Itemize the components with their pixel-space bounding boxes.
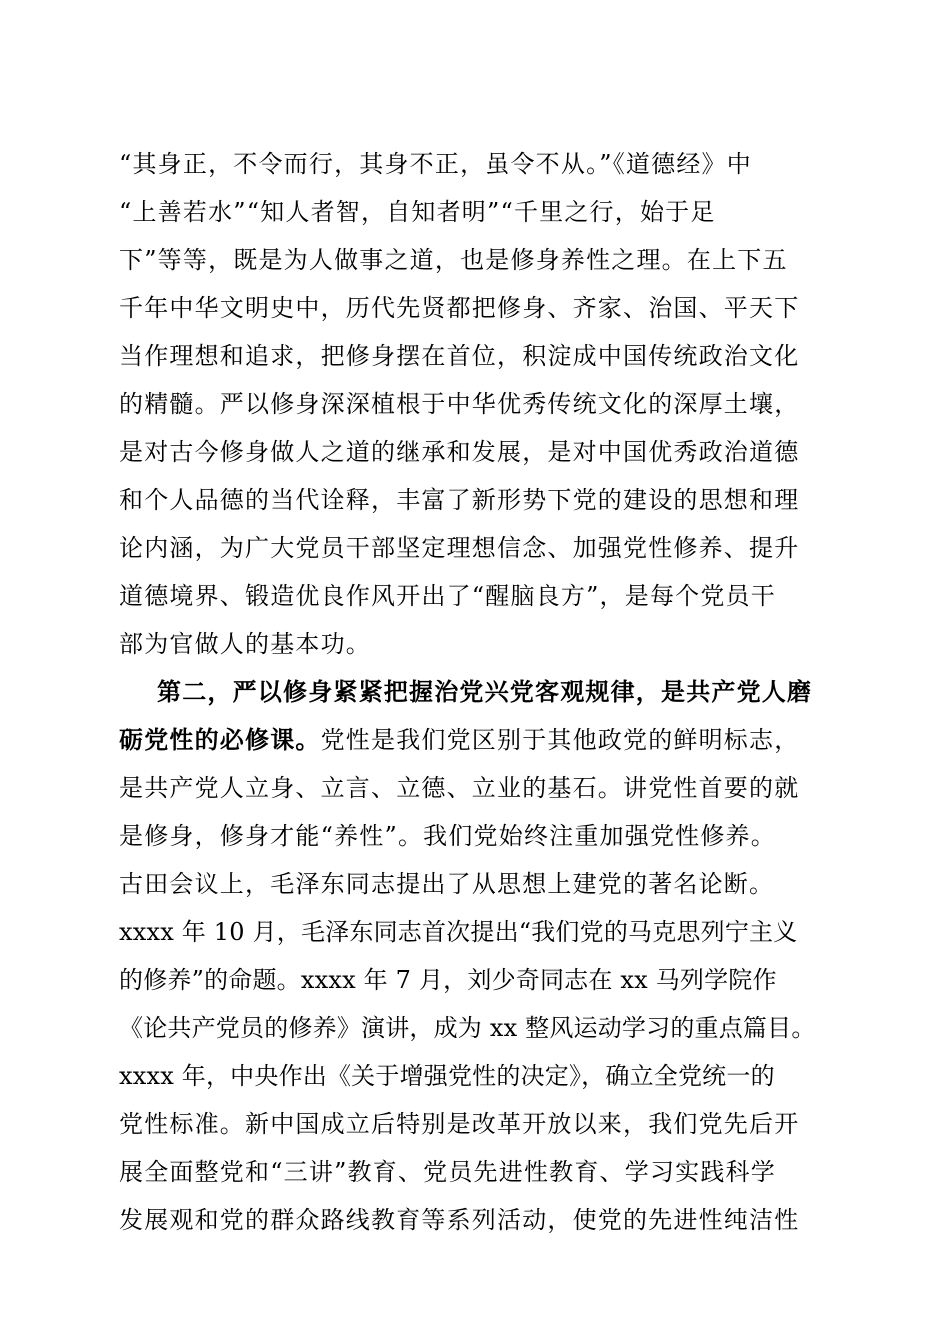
paragraph-line: xxxx 年，中央作出《关于增强党性的决定》，确立全党统一的 — [119, 1062, 775, 1090]
section-heading: 第二，严以修身紧紧把握治党兴党客观规律，是共产党人磨 — [157, 677, 813, 706]
paragraph-line: “上善若水”“知人者智，自知者明”“千里之行，始于足 — [119, 198, 716, 226]
paragraph-line — [119, 716, 829, 764]
paragraph-line: 下”等等，既是为人做事之道，也是修身养性之理。在上下五 — [119, 246, 788, 274]
paragraph-line: 当作理想和追求，把修身摆在首位，积淀成中国传统政治文化 — [119, 342, 800, 370]
paragraph-line: 党性标准。新中国成立后特别是改革开放以来，我们党先后开 — [119, 1110, 800, 1138]
paragraph-line: 发展观和党的群众路线教育等系列活动，使党的先进性纯洁性 — [119, 1206, 800, 1234]
paragraph-line-rest: 党性是我们党区别于其他政党的鲜明标志， — [320, 726, 800, 754]
paragraph-line: 是修身，修身才能“养性”。我们党始终注重加强党性修养。 — [119, 822, 776, 850]
paragraph-line: 部为官做人的基本功。 — [119, 630, 371, 658]
paragraph-line: 论内涵，为广大党员干部坚定理想信念、加强党性修养、提升 — [119, 534, 800, 562]
paragraph-line: 的修养”的命题。xxxx 年 7 月，刘少奇同志在 xx 马列学院作 — [119, 966, 777, 994]
paragraph-line: “其身正，不令而行，其身不正，虽令不从。”《道德经》中 — [119, 150, 752, 178]
paragraph-line: 是对古今修身做人之道的继承和发展，是对中国优秀政治道德 — [119, 438, 800, 466]
paragraph-line: 和个人品德的当代诠释，丰富了新形势下党的建设的思想和理 — [119, 486, 800, 514]
paragraph-line: 的精髓。严以修身深深植根于中华优秀传统文化的深厚土壤， — [119, 390, 800, 418]
paragraph-line: 古田会议上，毛泽东同志提出了从思想上建党的著名论断。 — [119, 870, 775, 898]
section-heading-continued: 砺党性的必修课。 — [119, 725, 321, 754]
paragraph-line: 千年中华文明史中，历代先贤都把修身、齐家、治国、平天下 — [119, 294, 800, 322]
paragraph-line: 是共产党人立身、立言、立德、立业的基石。讲党性首要的就 — [119, 774, 800, 802]
paragraph-line: xxxx 年 10 月，毛泽东同志首次提出“我们党的马克思列宁主义 — [119, 918, 798, 946]
paragraph-line: 《论共产党员的修养》演讲，成为 xx 整风运动学习的重点篇目。 — [119, 1014, 816, 1042]
paragraph-line: 展全面整党和“三讲”教育、党员先进性教育、学习实践科学 — [119, 1158, 776, 1186]
body-text — [119, 140, 829, 1244]
paragraph-line: 道德境界、锻造优良作风开出了“醒脑良方”，是每个党员干 — [119, 582, 776, 610]
